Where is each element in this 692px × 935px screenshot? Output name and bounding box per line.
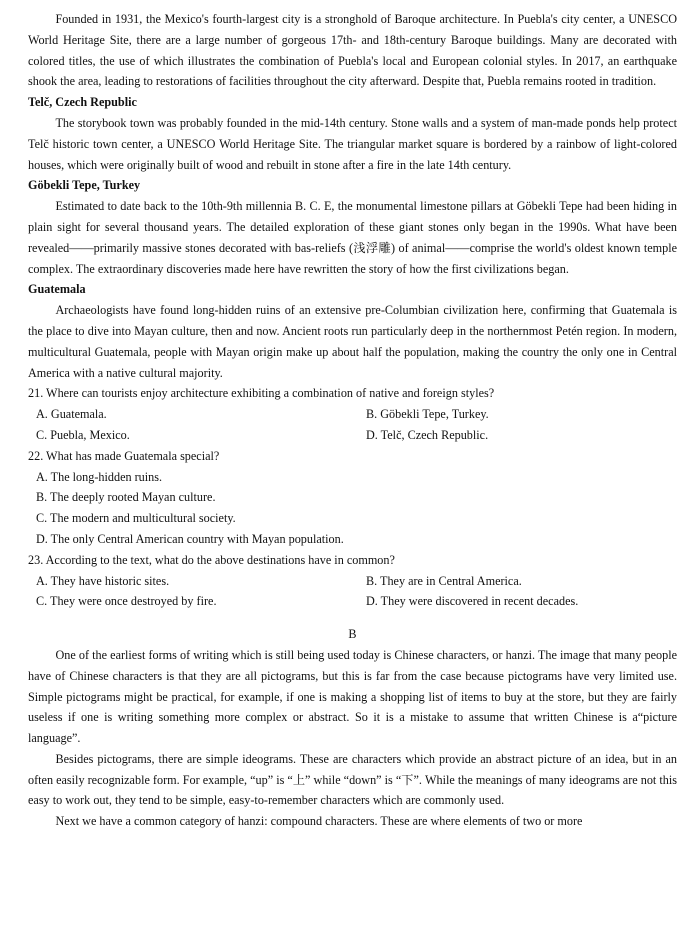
question-22: [28, 446, 677, 550]
telc-heading: Telč, Czech Republic: [28, 95, 137, 110]
guatemala-paragraph: Archaeologists have found long-hidden ruins of an extensive pre-Columbian civilization here, confirming that Guatemala is the place to dive into Mayan culture, then and now. Ancient roots run particularly deep in the northernmost Petén region. In modern, multicultural Guatemala, people with Mayan origin make up about half the population, making the country the only one in Central America with a native cultural majority.: [28, 303, 677, 380]
q21-option-a: A. Guatemala.: [36, 407, 107, 422]
q22-option-b: B. The deeply rooted Mayan culture.: [36, 490, 216, 505]
q22-option-c: C. The modern and multicultural society.: [36, 511, 236, 526]
guatemala-heading: Guatemala: [28, 282, 86, 297]
question-21-row-2: [28, 425, 677, 446]
question-22-option-c-row: [28, 508, 677, 529]
q23-option-a: A. They have historic sites.: [36, 573, 170, 588]
question-22-option-a-row: [28, 467, 677, 488]
hanzi-paragraph-3: Next we have a common category of hanzi: compound characters. These are where elements of two or more: [55, 814, 583, 829]
question-22-option-b-row: [28, 487, 677, 508]
question-21-row-1: [28, 404, 677, 425]
question-23: [28, 550, 677, 612]
q22-option-a: A. The long-hidden ruins.: [36, 469, 163, 484]
question-22-option-d-row: [28, 529, 677, 550]
question-23-stem: 23. According to the text, what do the above destinations have in common?: [28, 552, 395, 567]
section-b-label: B: [348, 627, 357, 642]
q21-option-d: D. Telč, Czech Republic.: [366, 427, 489, 442]
question-22-stem: 22. What has made Guatemala special?: [28, 448, 220, 463]
q23-option-d: D. They were discovered in recent decades.: [366, 594, 579, 609]
question-23-row-1: [28, 571, 677, 592]
q23-option-c: C. They were once destroyed by fire.: [36, 594, 217, 609]
gobekli-paragraph: Estimated to date back to the 10th-9th millennia B. C. E, the monumental limestone pillars at Göbekli Tepe had been hiding in plain sight for several thousand years. The detailed exploration of these giant stones only began in the 1990s. What have been revealed——primarily massive stones decorated with bas-reliefs (浅浮雕) of animal——comprise the world's oldest known temple complex. The extraordinary discoveries made here have rewritten the story of how the first civilizations began.: [28, 199, 677, 276]
hanzi-paragraph-1: One of the earliest forms of writing which is still being used today is Chinese characters, or hanzi. The image that many people have of Chinese characters is that they are all pictograms, but this is far from the case because pictograms have very limited use. Simple pictograms might be practical, for example, if one is making a shopping list of items to buy at the store, but they are fairly useless if one is writing something more complex or abstract. So it is a mistake to assume that written Chinese is a“picture language”.: [28, 647, 677, 746]
q21-option-b: B. Göbekli Tepe, Turkey.: [366, 407, 489, 422]
telc-paragraph: The storybook town was probably founded in the mid-14th century. Stone walls and a system of man-made ponds help protect Telč historic town center, a UNESCO World Heritage Site. The triangular market square is bordered by a rainbow of light-colored houses, which were originally built of wood and rebuilt in stone after a fire in the late 14th century.: [28, 115, 677, 172]
question-21: [28, 383, 677, 445]
q22-option-d: D. The only Central American country with Mayan population.: [36, 531, 344, 546]
hanzi-paragraph-2: Besides pictograms, there are simple ideograms. These are characters which provide an abstract picture of an idea, but in an often easily recognizable form. For example, “up” is “上” while “down” is “下”. While the meanings of many ideograms are not this easy to work out, they tend to be simple, easy-to-remember characters which are commonly used.: [28, 751, 677, 808]
gobekli-heading: Göbekli Tepe, Turkey: [28, 178, 141, 193]
question-21-stem: 21. Where can tourists enjoy architecture exhibiting a combination of native and foreign styles?: [28, 386, 495, 401]
question-23-row-2: [28, 591, 677, 612]
puebla-paragraph: Founded in 1931, the Mexico's fourth-largest city is a stronghold of Baroque architecture. In Puebla's city center, a UNESCO World Heritage Site, there are a large number of gorgeous 17th- and 18th-century Baroque buildings. Many are decorated with colored titles, the use of which illustrates the combination of Puebla's local and European colonial styles. In 2017, an earthquake shook the area, leading to restorations of facilities throughout the city afterward. Despite that, Puebla remains rooted in tradition.: [28, 12, 677, 89]
q21-option-c: C. Puebla, Mexico.: [36, 427, 130, 442]
q23-option-b: B. They are in Central America.: [366, 573, 522, 588]
